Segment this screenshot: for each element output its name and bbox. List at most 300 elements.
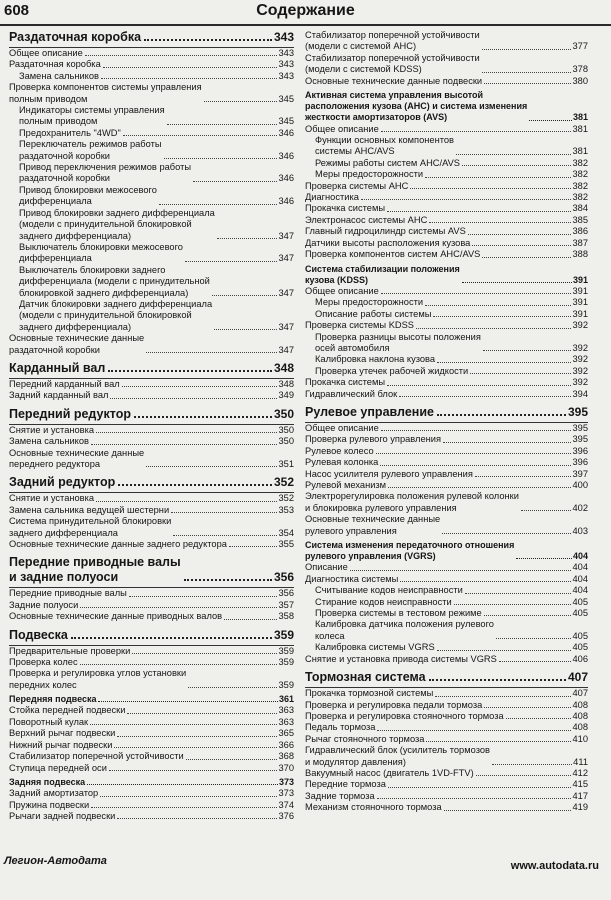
toc-entry[interactable] — [305, 423, 588, 434]
toc-entry[interactable] — [305, 309, 588, 320]
dot-leader — [185, 261, 278, 262]
dot-leader — [465, 593, 572, 594]
toc-page-number: 356 — [273, 570, 294, 585]
toc-page-number: 384 — [572, 203, 588, 214]
toc-entry-title: Проверка компонентов систем AHC/AVS — [305, 249, 481, 260]
toc-page-number: 352 — [273, 475, 294, 490]
toc-entry[interactable] — [305, 457, 588, 468]
toc-entry-title: Калибровка системы VGRS — [315, 642, 435, 653]
toc-section-heading[interactable] — [9, 475, 294, 490]
toc-entry[interactable] — [9, 436, 294, 447]
toc-entry[interactable] — [9, 705, 294, 716]
dot-leader — [117, 736, 277, 737]
toc-page-number: 381 — [572, 112, 588, 123]
toc-page-number: 404 — [572, 551, 588, 562]
toc-subsection-title: Задняя подвеска — [9, 776, 86, 787]
dot-leader — [470, 373, 571, 374]
toc-section-heading[interactable] — [305, 405, 588, 420]
toc-entry[interactable] — [305, 619, 588, 642]
dot-leader — [483, 350, 572, 351]
toc-page-number: 374 — [278, 799, 294, 810]
toc-entry[interactable] — [305, 158, 588, 169]
dot-leader — [387, 385, 571, 386]
toc-entry[interactable] — [305, 597, 588, 608]
dot-leader — [229, 546, 278, 547]
dot-leader — [400, 581, 571, 582]
dot-leader — [425, 177, 571, 178]
toc-entry-title: Задний амортизатор — [9, 788, 99, 799]
toc-entry[interactable] — [9, 265, 294, 299]
dot-leader — [484, 83, 571, 84]
toc-entry[interactable] — [305, 249, 588, 260]
dot-leader — [204, 101, 278, 102]
toc-entry[interactable] — [9, 516, 294, 539]
toc-page-number: 382 — [572, 169, 588, 180]
toc-entry[interactable] — [305, 76, 588, 87]
dot-leader — [96, 432, 277, 433]
toc-entry[interactable] — [9, 379, 294, 390]
toc-page-number: 350 — [278, 424, 294, 435]
toc-page-number: 363 — [278, 716, 294, 727]
dot-leader — [472, 245, 571, 246]
dot-leader — [80, 607, 277, 608]
toc-entry[interactable] — [305, 608, 588, 619]
toc-entry-title: Выключатель блокировки межосевого дифференциала — [19, 241, 183, 264]
toc-entry[interactable] — [305, 215, 588, 226]
toc-entry-title: Выключатель блокировки заднего дифференциала (модели с принудительной блокировкой заднего дифференциала) — [19, 264, 210, 298]
toc-entry[interactable] — [9, 611, 294, 622]
toc-section-title: Задний редуктор — [9, 475, 116, 490]
toc-page-number: 404 — [572, 573, 588, 584]
toc-page-number: 381 — [572, 123, 588, 134]
dot-leader — [506, 718, 572, 719]
toc-entry[interactable] — [9, 788, 294, 799]
toc-entry[interactable] — [305, 366, 588, 377]
toc-entry[interactable] — [305, 203, 588, 214]
toc-page-number: 400 — [572, 480, 588, 491]
dot-leader — [171, 512, 277, 513]
toc-entry-title: Насос усилителя рулевого управления — [305, 468, 473, 479]
toc-page-number: 373 — [278, 788, 294, 799]
toc-entry[interactable] — [9, 242, 294, 265]
toc-entry-title: Стойка передней подвески — [9, 705, 126, 716]
toc-section-title: Подвеска — [9, 627, 68, 642]
toc-entry-title: Описание работы системы — [315, 308, 432, 319]
toc-entry[interactable] — [9, 162, 294, 185]
toc-page-number: 350 — [278, 436, 294, 447]
toc-entry[interactable] — [305, 734, 588, 745]
toc-page-number: 359 — [278, 657, 294, 668]
toc-entry[interactable] — [305, 469, 588, 480]
toc-entry-title: Проверка системы в тестовом режиме — [315, 608, 482, 619]
toc-entry[interactable] — [9, 717, 294, 728]
dot-leader — [381, 131, 572, 132]
toc-entry[interactable] — [9, 600, 294, 611]
dot-leader — [462, 282, 572, 283]
toc-entry-title: Основные технические данные раздаточной коробки — [9, 333, 145, 355]
dot-leader — [456, 154, 572, 155]
toc-entry[interactable] — [305, 722, 588, 733]
toc-entry[interactable] — [305, 434, 588, 445]
toc-entry-title: Переключатель режимов работы раздаточной коробки — [19, 139, 162, 161]
toc-entry-title: Меры предосторожности — [315, 169, 424, 180]
toc-page-number: 363 — [278, 705, 294, 716]
toc-entry-title: Стабилизатор поперечной устойчивости (модели с системой KDSS) — [305, 52, 480, 75]
toc-entry[interactable] — [9, 448, 294, 471]
toc-entry-title: Диагностика — [305, 192, 359, 203]
toc-page-number: 368 — [278, 751, 294, 762]
toc-page-number: 352 — [278, 493, 294, 504]
toc-section-heading[interactable] — [9, 361, 294, 376]
toc-entry[interactable] — [305, 654, 588, 665]
toc-entry[interactable] — [9, 751, 294, 762]
dot-leader — [381, 430, 572, 431]
toc-entry-title: Снятие и установка — [9, 493, 95, 504]
toc-entry[interactable] — [9, 105, 294, 128]
toc-entry-title: Проверка колес — [9, 657, 78, 668]
toc-page-number: 387 — [572, 237, 588, 248]
toc-entry[interactable] — [305, 562, 588, 573]
toc-entry-title: Проверка системы AHC — [305, 180, 409, 191]
dot-leader — [388, 787, 572, 788]
toc-page-number: 346 — [278, 150, 294, 161]
toc-entry[interactable] — [305, 238, 588, 249]
toc-entry[interactable] — [9, 668, 294, 691]
toc-entry-title: Стабилизатор поперечной устойчивости (модели с системой AHC) — [305, 30, 480, 52]
toc-entry-title: Раздаточная коробка — [9, 59, 101, 70]
toc-entry[interactable] — [305, 286, 588, 297]
toc-entry[interactable] — [9, 299, 294, 333]
toc-entry-title: Передний карданный вал — [9, 378, 120, 389]
toc-entry[interactable] — [9, 59, 294, 70]
toc-entry-title: Привод переключения режимов работы раздаточной коробки — [19, 162, 192, 184]
toc-entry[interactable] — [305, 169, 588, 180]
toc-entry-title: Проверка и регулировка стояночного тормоза — [305, 710, 504, 721]
toc-entry[interactable] — [9, 71, 294, 82]
dot-leader — [416, 328, 571, 329]
toc-entry[interactable] — [305, 354, 588, 365]
toc-page-number: 395 — [567, 404, 588, 419]
toc-entry[interactable] — [305, 514, 588, 537]
dot-leader — [117, 818, 277, 819]
toc-page-number: 402 — [572, 502, 588, 513]
dot-leader — [482, 49, 572, 50]
page-header — [0, 0, 611, 26]
toc-page-number: 412 — [572, 767, 588, 778]
toc-entry-title: Задний карданный вал — [9, 390, 109, 401]
toc-subsection-heading[interactable] — [305, 264, 588, 286]
dot-leader — [159, 204, 278, 205]
toc-page-number: 347 — [278, 287, 294, 298]
toc-entry-title: Проверка системы KDSS — [305, 320, 415, 331]
publisher-url: www.autodata.ru — [510, 860, 599, 872]
toc-entry-title: Гидравлический блок (усилитель тормозов и модулятор давления) — [305, 745, 490, 767]
toc-entry-title: Ступица передней оси — [9, 762, 107, 773]
toc-entry-title: Основные технические данные переднего редуктора — [9, 447, 145, 469]
toc-entry[interactable] — [305, 226, 588, 237]
toc-entry[interactable] — [9, 82, 294, 105]
toc-entry[interactable] — [9, 48, 294, 59]
toc-subsection-heading[interactable] — [305, 90, 588, 124]
dot-leader — [437, 414, 566, 416]
toc-page-number: 345 — [278, 116, 294, 127]
toc-entry[interactable] — [305, 53, 588, 76]
dot-leader — [114, 747, 277, 748]
toc-entry-title: Прокачка тормозной системы — [305, 688, 434, 699]
toc-entry[interactable] — [9, 657, 294, 668]
dot-leader — [388, 487, 571, 488]
toc-entry[interactable] — [305, 574, 588, 585]
toc-page-number: 359 — [273, 627, 294, 642]
toc-section-title: Карданный вал — [9, 360, 106, 375]
dot-leader — [380, 465, 571, 466]
toc-entry[interactable] — [9, 493, 294, 504]
toc-entry-title: Замена сальников — [19, 70, 99, 81]
dot-leader — [429, 222, 571, 223]
toc-section-heading[interactable] — [9, 555, 294, 585]
toc-entry[interactable] — [9, 208, 294, 242]
dot-leader — [462, 165, 571, 166]
toc-entry[interactable] — [305, 30, 588, 53]
toc-entry-title: Привод блокировки заднего дифференциала (модели с принудительной блокировкой заднего дифференциала) — [19, 207, 215, 241]
toc-page-number: 357 — [278, 599, 294, 610]
toc-entry-title: Задние полуоси — [9, 599, 79, 610]
toc-entry-title: Вакуумный насос (двигатель 1VD-FTV) — [305, 767, 474, 778]
toc-entry[interactable] — [305, 688, 588, 699]
toc-entry[interactable] — [9, 539, 294, 550]
toc-section-heading[interactable] — [9, 30, 294, 45]
toc-page-number: 376 — [278, 810, 294, 821]
toc-subsection-heading[interactable] — [305, 540, 588, 562]
toc-entry-title: Общее описание — [305, 123, 379, 134]
toc-entry-title: Поворотный кулак — [9, 716, 89, 727]
dot-leader — [91, 807, 277, 808]
toc-page-number: 396 — [572, 445, 588, 456]
toc-page-number: 408 — [572, 722, 588, 733]
toc-entry-title: Электрорегулировка положения рулевой колонки и блокировка рулевого управления — [305, 491, 519, 513]
toc-entry-title: Стирание кодов неисправности — [315, 596, 452, 607]
dot-leader — [214, 329, 277, 330]
dot-leader — [361, 199, 572, 200]
toc-page-number: 419 — [572, 802, 588, 813]
toc-entry[interactable] — [9, 646, 294, 657]
toc-entry[interactable] — [305, 802, 588, 813]
toc-entry-title: Основные технические данные рулевого управления — [305, 514, 441, 536]
toc-entry-title: Снятие и установка привода системы VGRS — [305, 653, 497, 664]
toc-entry-title: Прокачка системы — [305, 377, 386, 388]
toc-page-number: 408 — [572, 710, 588, 721]
dot-leader — [217, 238, 278, 239]
toc-entry-title: Педаль тормоза — [305, 722, 376, 733]
toc-entry-title: Рычаг стояночного тормоза — [305, 733, 425, 744]
toc-page-number: 366 — [278, 739, 294, 750]
toc-entry[interactable] — [9, 811, 294, 822]
toc-entry[interactable] — [305, 768, 588, 779]
dot-leader — [134, 416, 272, 418]
toc-entry-title: Замена сальника ведущей шестерни — [9, 504, 170, 515]
toc-column-right — [305, 30, 588, 814]
toc-page-number: 391 — [572, 297, 588, 308]
toc-page-number: 358 — [278, 611, 294, 622]
toc-entry[interactable] — [9, 740, 294, 751]
toc-page-number: 356 — [278, 588, 294, 599]
toc-page-number: 394 — [572, 388, 588, 399]
toc-section-heading[interactable] — [305, 670, 588, 685]
page-number: 608 — [4, 2, 30, 19]
dot-leader — [482, 257, 571, 258]
toc-entry[interactable] — [305, 135, 588, 158]
toc-entry[interactable] — [305, 297, 588, 308]
toc-page-number: 359 — [278, 679, 294, 690]
toc-entry-title: Предохранитель "4WD" — [19, 127, 121, 138]
toc-entry-title: Общее описание — [305, 285, 379, 296]
toc-entry[interactable] — [305, 320, 588, 331]
toc-section-heading[interactable] — [9, 628, 294, 643]
toc-section-heading[interactable] — [9, 407, 294, 422]
toc-entry[interactable] — [305, 711, 588, 722]
toc-entry[interactable] — [9, 505, 294, 516]
toc-section-title: Передний редуктор — [9, 406, 131, 421]
dot-leader — [425, 305, 571, 306]
toc-page-number: 417 — [572, 790, 588, 801]
toc-page-number: 347 — [278, 253, 294, 264]
toc-page-number: 405 — [572, 596, 588, 607]
toc-entry[interactable] — [305, 181, 588, 192]
toc-page-number: 407 — [572, 688, 588, 699]
dot-leader — [350, 570, 572, 571]
toc-entry[interactable] — [305, 791, 588, 802]
toc-entry-title: Датчики высоты расположения кузова — [305, 237, 471, 248]
toc-page-number: 343 — [278, 48, 294, 58]
toc-subsection-heading[interactable] — [9, 694, 294, 705]
dot-leader — [188, 687, 277, 688]
toc-entry-title: Замена сальников — [9, 436, 89, 447]
toc-entry-title: Прокачка системы — [305, 203, 386, 214]
toc-entry[interactable] — [305, 389, 588, 400]
toc-entry[interactable] — [9, 425, 294, 436]
dot-leader — [482, 72, 572, 73]
toc-page-number: 392 — [572, 365, 588, 376]
toc-entry[interactable] — [305, 192, 588, 203]
toc-entry[interactable] — [305, 745, 588, 768]
dot-leader — [108, 370, 272, 372]
toc-entry[interactable] — [305, 377, 588, 388]
dot-leader — [381, 293, 572, 294]
toc-page-number: 343 — [278, 59, 294, 70]
dot-leader — [442, 533, 571, 534]
toc-page-number: 381 — [572, 146, 588, 157]
toc-entry[interactable] — [9, 728, 294, 739]
toc-page-number: 406 — [572, 653, 588, 664]
toc-page-number: 405 — [572, 630, 588, 641]
toc-entry[interactable] — [9, 185, 294, 208]
toc-subsection-title: Передняя подвеска — [9, 694, 97, 705]
toc-page-number: 404 — [572, 562, 588, 573]
dot-leader — [123, 135, 278, 136]
dot-leader — [91, 444, 278, 445]
toc-entry[interactable] — [9, 390, 294, 401]
toc-entry[interactable] — [9, 588, 294, 599]
toc-page-number: 380 — [572, 75, 588, 86]
toc-entry[interactable] — [9, 139, 294, 162]
toc-entry[interactable] — [305, 779, 588, 790]
toc-entry[interactable] — [305, 480, 588, 491]
toc-page-number: 415 — [572, 779, 588, 790]
toc-page-number: 343 — [278, 70, 294, 81]
toc-entry-title: Пружина подвески — [9, 799, 90, 810]
toc-page-number: 385 — [572, 214, 588, 225]
dot-leader — [186, 759, 278, 760]
dot-leader — [468, 234, 572, 235]
dot-leader — [167, 124, 278, 125]
toc-page-number: 377 — [572, 41, 588, 52]
toc-page-number: 345 — [278, 93, 294, 104]
toc-entry-title: Стабилизатор поперечной устойчивости — [9, 751, 184, 762]
toc-page-number: 370 — [278, 762, 294, 773]
toc-entry[interactable] — [305, 446, 588, 457]
toc-entry[interactable] — [305, 124, 588, 135]
toc-column-left — [9, 30, 294, 822]
toc-entry-title: Режимы работы систем AHC/AVS — [315, 157, 460, 168]
dot-leader — [376, 453, 572, 454]
toc-entry-title: Механизм стояночного тормоза — [305, 802, 442, 813]
dot-leader — [129, 596, 278, 597]
toc-page-number: 348 — [278, 378, 294, 389]
toc-entry[interactable] — [9, 128, 294, 139]
dot-leader — [96, 501, 277, 502]
dot-leader — [399, 396, 571, 397]
dot-leader — [122, 386, 278, 387]
toc-entry[interactable] — [9, 333, 294, 356]
toc-page-number: 397 — [572, 468, 588, 479]
toc-entry-title: Проверка и регулировка углов установки передних колес — [9, 668, 187, 690]
toc-page-number: 395 — [572, 434, 588, 445]
toc-entry-title: Нижний рычаг подвески — [9, 739, 113, 750]
dot-leader — [484, 707, 571, 708]
toc-entry[interactable] — [305, 585, 588, 596]
toc-entry[interactable] — [305, 700, 588, 711]
toc-page-number: 410 — [572, 733, 588, 744]
toc-entry[interactable] — [9, 763, 294, 774]
dot-leader — [71, 637, 272, 639]
dot-leader — [85, 55, 278, 56]
toc-entry[interactable] — [305, 491, 588, 514]
dot-leader — [212, 295, 278, 296]
toc-page-number: 403 — [572, 525, 588, 536]
toc-subsection-title: Активная система управления высотой расположения кузова (AHC) и система изменения жесткости амортизаторов (AVS) — [305, 90, 528, 123]
toc-entry-title: Общее описание — [9, 48, 83, 58]
publisher-name: Легион-Автодата — [4, 855, 107, 867]
dot-leader — [144, 39, 272, 41]
toc-page-number: 354 — [278, 527, 294, 538]
toc-entry-title: Диагностика системы — [305, 573, 399, 584]
toc-page-number: 343 — [273, 30, 294, 44]
dot-leader — [426, 741, 571, 742]
toc-entry-title: Функции основных компонентов системы AHC/AVS — [315, 135, 454, 157]
toc-page-number: 382 — [572, 180, 588, 191]
toc-entry-title: Проверка компонентов системы управления полным приводом — [9, 82, 202, 104]
toc-entry[interactable] — [9, 800, 294, 811]
toc-page-number: 391 — [572, 274, 588, 285]
toc-entry[interactable] — [305, 332, 588, 355]
toc-entry[interactable] — [305, 642, 588, 653]
toc-page-number: 361 — [278, 694, 294, 705]
toc-subsection-heading[interactable] — [9, 777, 294, 788]
dot-leader — [410, 188, 571, 189]
toc-page-number: 407 — [567, 670, 588, 685]
toc-entry-title: Проверка разницы высоты положения осей автомобиля — [315, 331, 481, 353]
dot-leader — [499, 661, 572, 662]
